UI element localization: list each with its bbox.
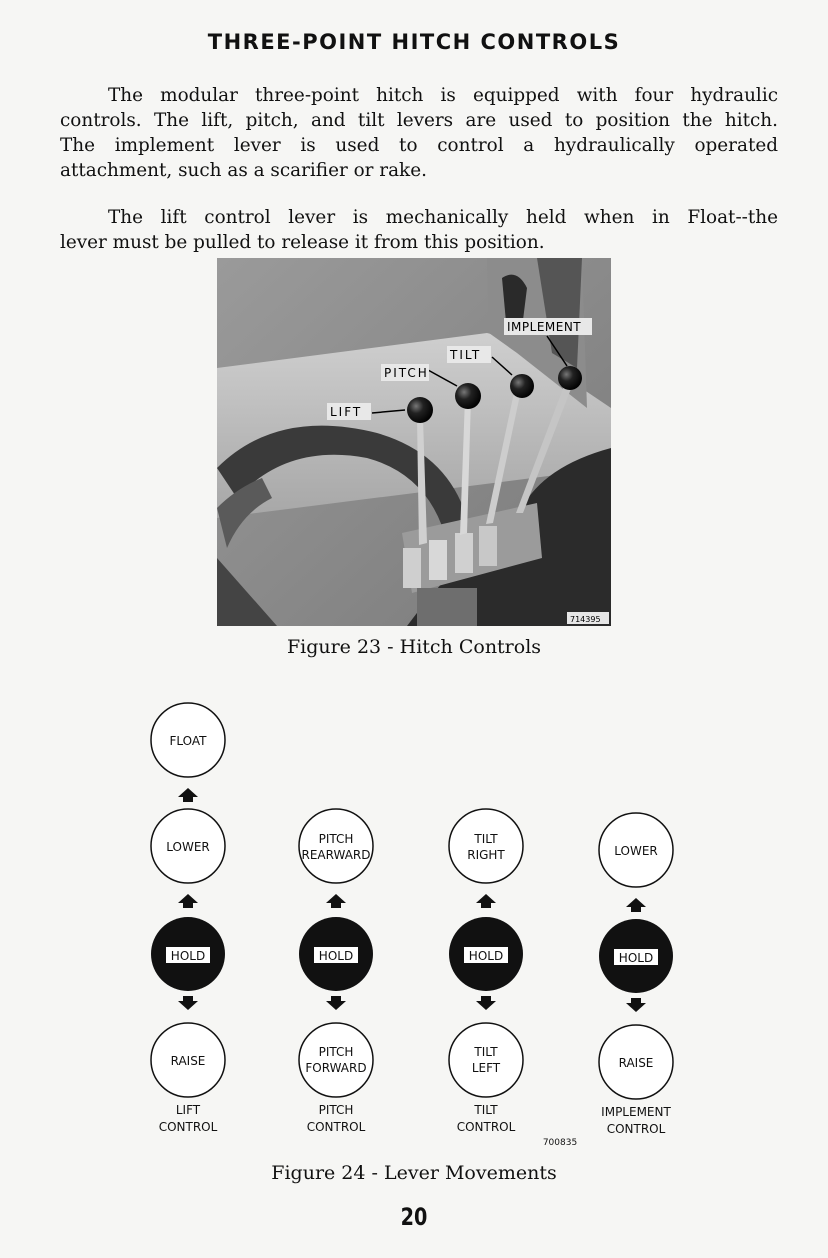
- lift-column: [151, 703, 225, 1134]
- arrow-down-icon: [626, 1003, 646, 1012]
- lever-movements-diagram: [120, 690, 720, 1150]
- control-name: CONTROL: [456, 1120, 516, 1134]
- hold-label: HOLD: [618, 951, 654, 965]
- control-name: CONTROL: [606, 1122, 666, 1136]
- hold-label: HOLD: [468, 949, 504, 963]
- arrow-up-icon: [326, 894, 346, 903]
- paragraph-intro: [60, 83, 778, 183]
- pitch-rearward-position: [299, 809, 373, 883]
- tilt-up-label: RIGHT: [467, 848, 505, 862]
- paragraph-line: lever must be pulled to release it from this position.: [60, 232, 545, 253]
- pitch-up-label: PITCH: [318, 832, 354, 846]
- tilt-up-label: TILT: [474, 832, 498, 846]
- hold-label: HOLD: [318, 949, 354, 963]
- page-title: THREE-POINT HITCH CONTROLS: [207, 30, 621, 54]
- hold-label: HOLD: [170, 949, 206, 963]
- tilt-label: TILT: [450, 348, 482, 362]
- arrow-up-icon: [476, 894, 496, 903]
- hitch-controls-photo: [217, 258, 611, 626]
- pitch-column: [299, 809, 373, 1134]
- control-name: PITCH: [318, 1103, 354, 1117]
- arrow-up-icon: [178, 894, 198, 903]
- tilt-right-position: [449, 809, 523, 883]
- tilt-down-label: LEFT: [471, 1061, 501, 1075]
- paragraph-float: [60, 205, 778, 255]
- arrow-down-icon: [476, 1001, 496, 1010]
- tilt-down-label: TILT: [474, 1045, 498, 1059]
- pitch-down-label: FORWARD: [305, 1061, 367, 1075]
- figure-code: 714395: [570, 615, 601, 624]
- control-name: LIFT: [175, 1103, 201, 1117]
- figure-24-caption: Figure 24 - Lever Movements: [271, 1162, 557, 1184]
- paragraph-line: The lift control lever is mechanically held when in Float--the: [108, 207, 778, 228]
- arrow-up-icon: [626, 898, 646, 907]
- pitch-up-label: REARWARD: [301, 848, 371, 862]
- figure-code: 700835: [542, 1138, 578, 1148]
- control-name: TILT: [474, 1103, 498, 1117]
- control-name: IMPLEMENT: [601, 1105, 671, 1119]
- page-number: 20: [400, 1203, 428, 1231]
- pitch-label: PITCH: [384, 366, 429, 380]
- tilt-left-position: [449, 1023, 523, 1097]
- lower-label: LOWER: [614, 844, 658, 858]
- arrow-up-icon: [178, 788, 198, 797]
- pitch-forward-position: [299, 1023, 373, 1097]
- pitch-down-label: PITCH: [318, 1045, 354, 1059]
- implement-label: IMPLEMENT: [507, 320, 582, 334]
- lift-label: LIFT: [330, 405, 363, 419]
- figure-23-caption: Figure 23 - Hitch Controls: [286, 636, 542, 658]
- paragraph-line: The modular three-point hitch is equipped with four hydraulic: [108, 85, 778, 106]
- control-name: CONTROL: [158, 1120, 218, 1134]
- paragraph-line: The implement lever is used to control a hydraulically operated: [60, 135, 778, 156]
- arrow-down-icon: [326, 1001, 346, 1010]
- paragraph-line: controls. The lift, pitch, and tilt levers are used to position the hitch.: [60, 110, 778, 131]
- control-name: CONTROL: [306, 1120, 366, 1134]
- raise-label: RAISE: [618, 1056, 654, 1070]
- implement-column: [599, 813, 673, 1136]
- lower-label: LOWER: [166, 840, 210, 854]
- raise-label: RAISE: [170, 1054, 206, 1068]
- tilt-column: [449, 809, 523, 1134]
- arrow-down-icon: [178, 1001, 198, 1010]
- paragraph-line: attachment, such as a scarifier or rake.: [60, 160, 427, 181]
- float-label: FLOAT: [169, 734, 207, 748]
